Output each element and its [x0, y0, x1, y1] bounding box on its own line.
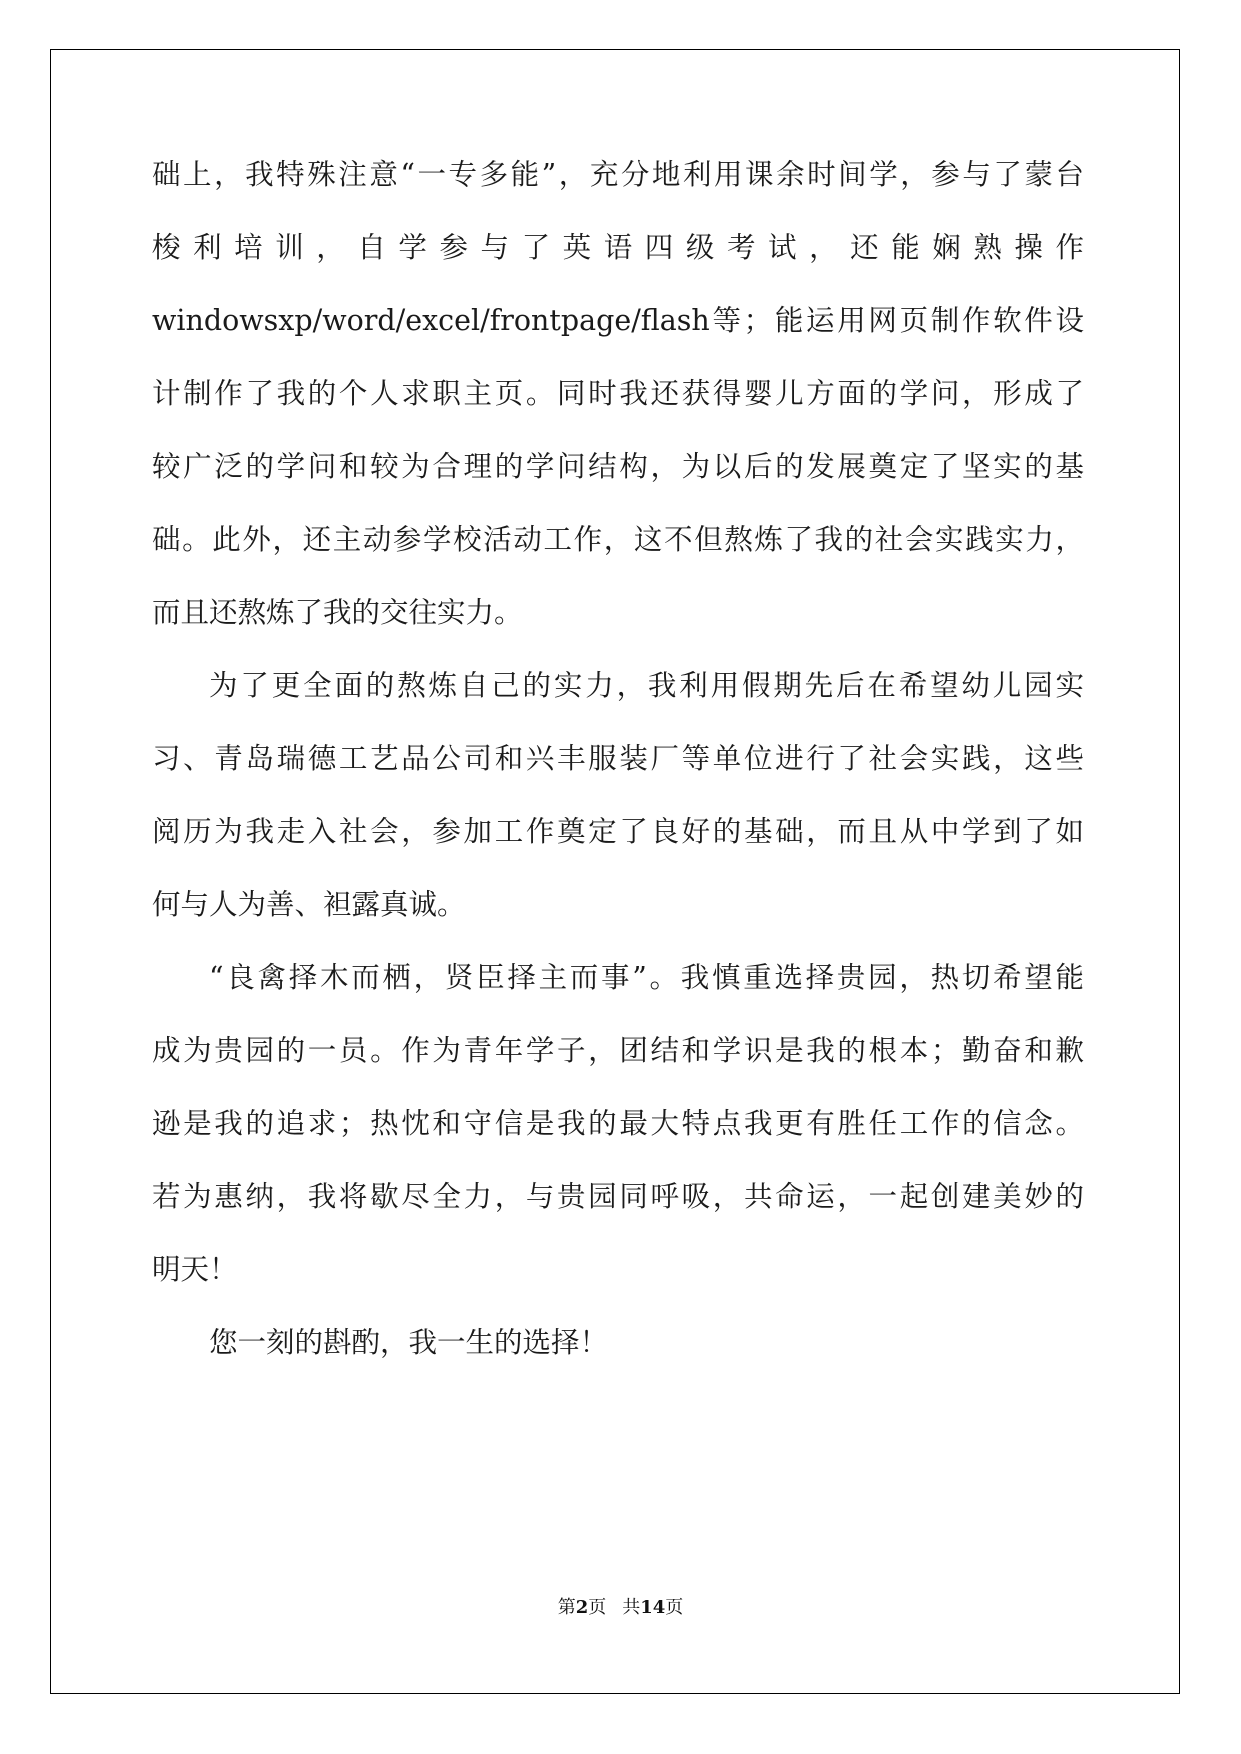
page-border	[50, 49, 1180, 1694]
paragraph-3-line-5: 明天！	[152, 1253, 238, 1286]
footer-total-prefix: 共	[622, 1597, 641, 1618]
body-line-4: 计制作了我的个人求职主页。同时我还获得婴儿方面的学问，形成了	[152, 377, 1084, 410]
body-line-6: 础。此外，还主动参学校活动工作，这不但熬炼了我的社会实践实力，	[152, 523, 1084, 556]
paragraph-3-line-4: 若为惠纳，我将歇尽全力，与贵园同呼吸，共命运，一起创建美妙的	[152, 1180, 1084, 1213]
body-line-1: 础上，我特殊注意“一专多能”，充分地利用课余时间学，参与了蒙台	[152, 158, 1084, 191]
paragraph-2-line-1: 为了更全面的熬炼自己的实力，我利用假期先后在希望幼儿园实	[209, 669, 1084, 702]
paragraph-3-line-3: 逊是我的追求；热忱和守信是我的最大特点我更有胜任工作的信念。	[152, 1107, 1084, 1140]
paragraph-2-line-4: 何与人为善、袒露真诚。	[152, 888, 466, 921]
paragraph-3-line-1: “良禽择木而栖，贤臣择主而事”。我慎重选择贵园，热切希望能	[209, 961, 1084, 994]
body-line-7: 而且还熬炼了我的交往实力。	[152, 596, 523, 629]
footer-page-suffix: 页	[588, 1597, 607, 1618]
paragraph-3-line-2: 成为贵园的一员。作为青年学子，团结和学识是我的根本；勤奋和歉	[152, 1034, 1084, 1067]
body-line-2: 梭利培训，自学参与了英语四级考试，还能娴熟操作	[152, 231, 1084, 264]
paragraph-2-line-2: 习、青岛瑞德工艺品公司和兴丰服装厂等单位进行了社会实践，这些	[152, 742, 1084, 775]
paragraph-2-line-3: 阅历为我走入社会，参加工作奠定了良好的基础，而且从中学到了如	[152, 815, 1084, 848]
body-line-5: 较广泛的学问和较为合理的学问结构，为以后的发展奠定了坚实的基	[152, 450, 1084, 483]
footer-prefix: 第	[557, 1597, 576, 1618]
footer-total-suffix: 页	[665, 1597, 684, 1618]
total-pages-number: 14	[640, 1597, 666, 1618]
closing-line: 您一刻的斟酌，我一生的选择！	[209, 1326, 609, 1359]
body-line-3: windowsxp/word/excel/frontpage/flash等；能运用网页制作软件设	[152, 304, 1084, 337]
current-page-number: 2	[575, 1597, 589, 1618]
page-footer	[0, 1593, 1241, 1619]
